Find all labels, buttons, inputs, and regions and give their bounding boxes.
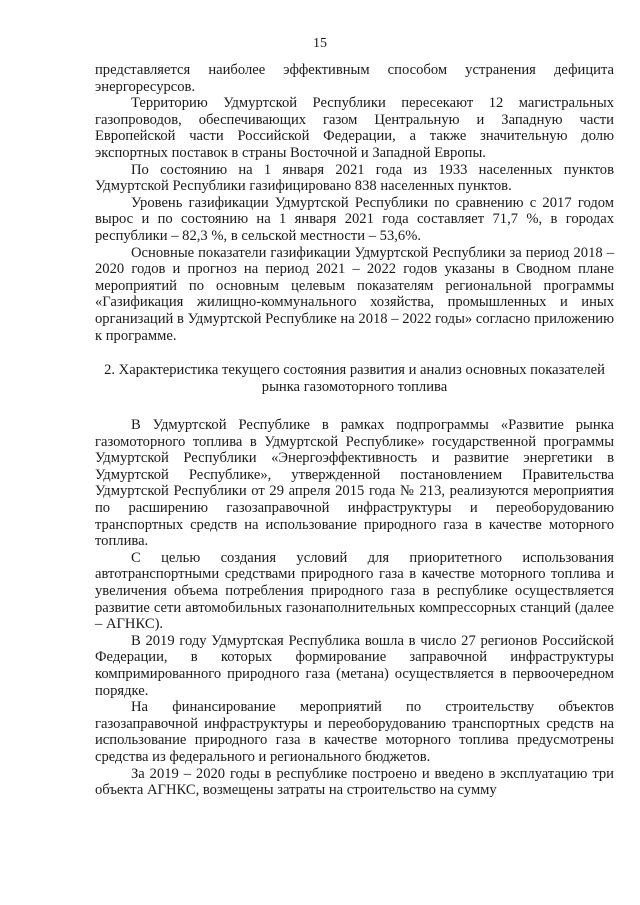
paragraph: По состоянию на 1 января 2021 года из 1933 населенных пунктов Удмуртской Республики газифицировано 838 населенных пунктов. xyxy=(95,161,614,195)
paragraph: представляется наиболее эффективным способом устранения дефицита энергоресурсов. xyxy=(95,62,614,95)
document-body xyxy=(95,62,614,799)
paragraph: На финансирование мероприятий по строительству объектов газозаправочной инфраструктуры и переоборудованию транспортных средств на использование природного газа в качестве моторного топлива предусмотрены средства из федерального и регионального бюджетов. xyxy=(95,699,614,765)
paragraph: В 2019 году Удмуртская Республика вошла в число 27 регионов Российской Федерации, в которых формирование заправочной инфраструктуры компримированного природного газа (метана) осуществляется в первоочередном порядке. xyxy=(95,632,614,699)
paragraph: За 2019 – 2020 годы в республике построено и введено в эксплуатацию три объекта АГНКС, возмещены затраты на строительство на сумму xyxy=(95,765,614,799)
paragraph: Основные показатели газификации Удмуртской Республики за период 2018 – 2020 годов и прогноз на период 2021 – 2022 годов указаны в Сводном плане мероприятий по основным целевым показателям региональной программы «Газификация жилищно-коммунального хозяйства, промышленных и иных организаций в Удмуртской Республике на 2018 – 2022 годы» согласно приложению к программе. xyxy=(95,244,614,344)
paragraph: В Удмуртской Республике в рамках подпрограммы «Развитие рынка газомоторного топлива в Удмуртской Республике» государственной программы Удмуртской Республики «Энергоэффективность и развитие энергетики в Удмуртской Республике», утвержденной постановлением Правительства Удмуртской Республики от 29 апреля 2015 года № 213, реализуются мероприятия по расширению газозаправочной инфраструктуры и переоборудованию транспортных средств на использование природного газа в качестве моторного топлива. xyxy=(95,417,614,550)
page-number: 15 xyxy=(313,36,327,51)
section-heading: 2. Характеристика текущего состояния развития и анализ основных показателей рынка газомоторного топлива xyxy=(104,362,605,396)
paragraph: Уровень газификации Удмуртской Республики по сравнению с 2017 годом вырос и по состоянию на 1 января 2021 года составляет 71,7 %, в городах республики – 82,3 %, в сельской местности – 53,6%. xyxy=(95,194,614,244)
paragraph: С целью создания условий для приоритетного использования автотранспортными средствами природного газа в качестве моторного топлива и увеличения объема потребления природного газа в республике осуществляется развитие сети автомобильных газонаполнительных компрессорных станций (далее – АГНКС). xyxy=(95,549,614,633)
paragraph: Территорию Удмуртской Республики пересекают 12 магистральных газопроводов, обеспечивающих газом Центральную и Западную части Европейской части Российской Федерации, а также значительную долю экспортных поставок в страны Восточной и Западной Европы. xyxy=(95,95,614,161)
